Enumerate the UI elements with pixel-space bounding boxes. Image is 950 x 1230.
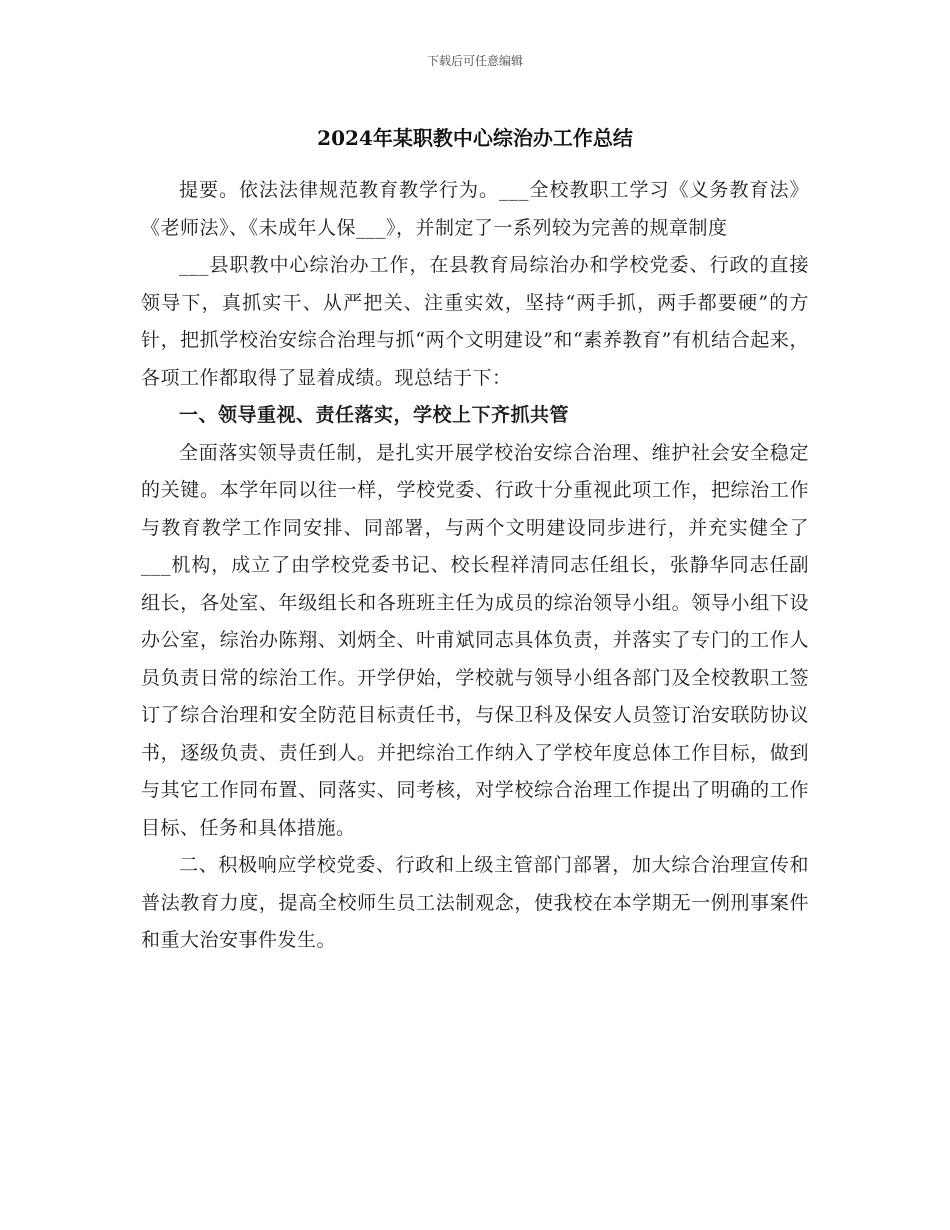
section-heading-1: 一、领导重视、责任落实，学校上下齐抓共管 <box>179 404 570 426</box>
paragraph-section-2: 二、积极响应学校党委、行政和上级主管部门部署，加大综合治理宣传和普法教育力度，提高全校师生员工法制观念，使我校在本学期无一例刑事案件和重大治安事件发生。 <box>141 854 809 951</box>
document-body <box>141 172 809 960</box>
paragraph-intro: ___县职教中心综治办工作，在县教育局综治办和学校党委、行政的直接领导下，真抓实干、从严把关、注重实效，坚持“两手抓，两手都要硬”的方针，把抓学校治安综合治理与抓“两个文明建设”和“素养教育”有机结合起来，各项工作都取得了显着成绩。现总结于下： <box>141 254 809 389</box>
document-title: 2024年某职教中心综治办工作总结 <box>317 126 633 150</box>
paragraph-summary: 提要。依法法律规范教育教学行为。___全校教职工学习《义务教育法》《老师法》、《未成年人保___》，并制定了一系列较为完善的规章制度 <box>141 179 809 239</box>
paragraph-section-1: 全面落实领导责任制，是扎实开展学校治安综合治理、维护社会安全稳定的关键。本学年同以往一样，学校党委、行政十分重视此项工作，把综治工作与教育教学工作同安排、同部署，与两个文明建设同步进行，并充实健全了___机构，成立了由学校党委书记、校长程祥清同志任组长，张静华同志任副组长，各处室、年级组长和各班班主任为成员的综治领导小组。领导小组下设办公室，综治办陈翔、刘炳全、叶甫斌同志具体负责，并落实了专门的工作人员负责日常的综治工作。开学伊始，学校就与领导小组各部门及全校教职工签订了综合治理和安全防范目标责任书，与保卫科及保安人员签订治安联防协议书，逐级负责、责任到人。并把综治工作纳入了学校年度总体工作目标，做到与其它工作同布置、同落实、同考核，对学校综合治理工作提出了明确的工作目标、任务和具体措施。 <box>141 441 809 839</box>
header-note: 下载后可任意编辑 <box>426 54 523 68</box>
